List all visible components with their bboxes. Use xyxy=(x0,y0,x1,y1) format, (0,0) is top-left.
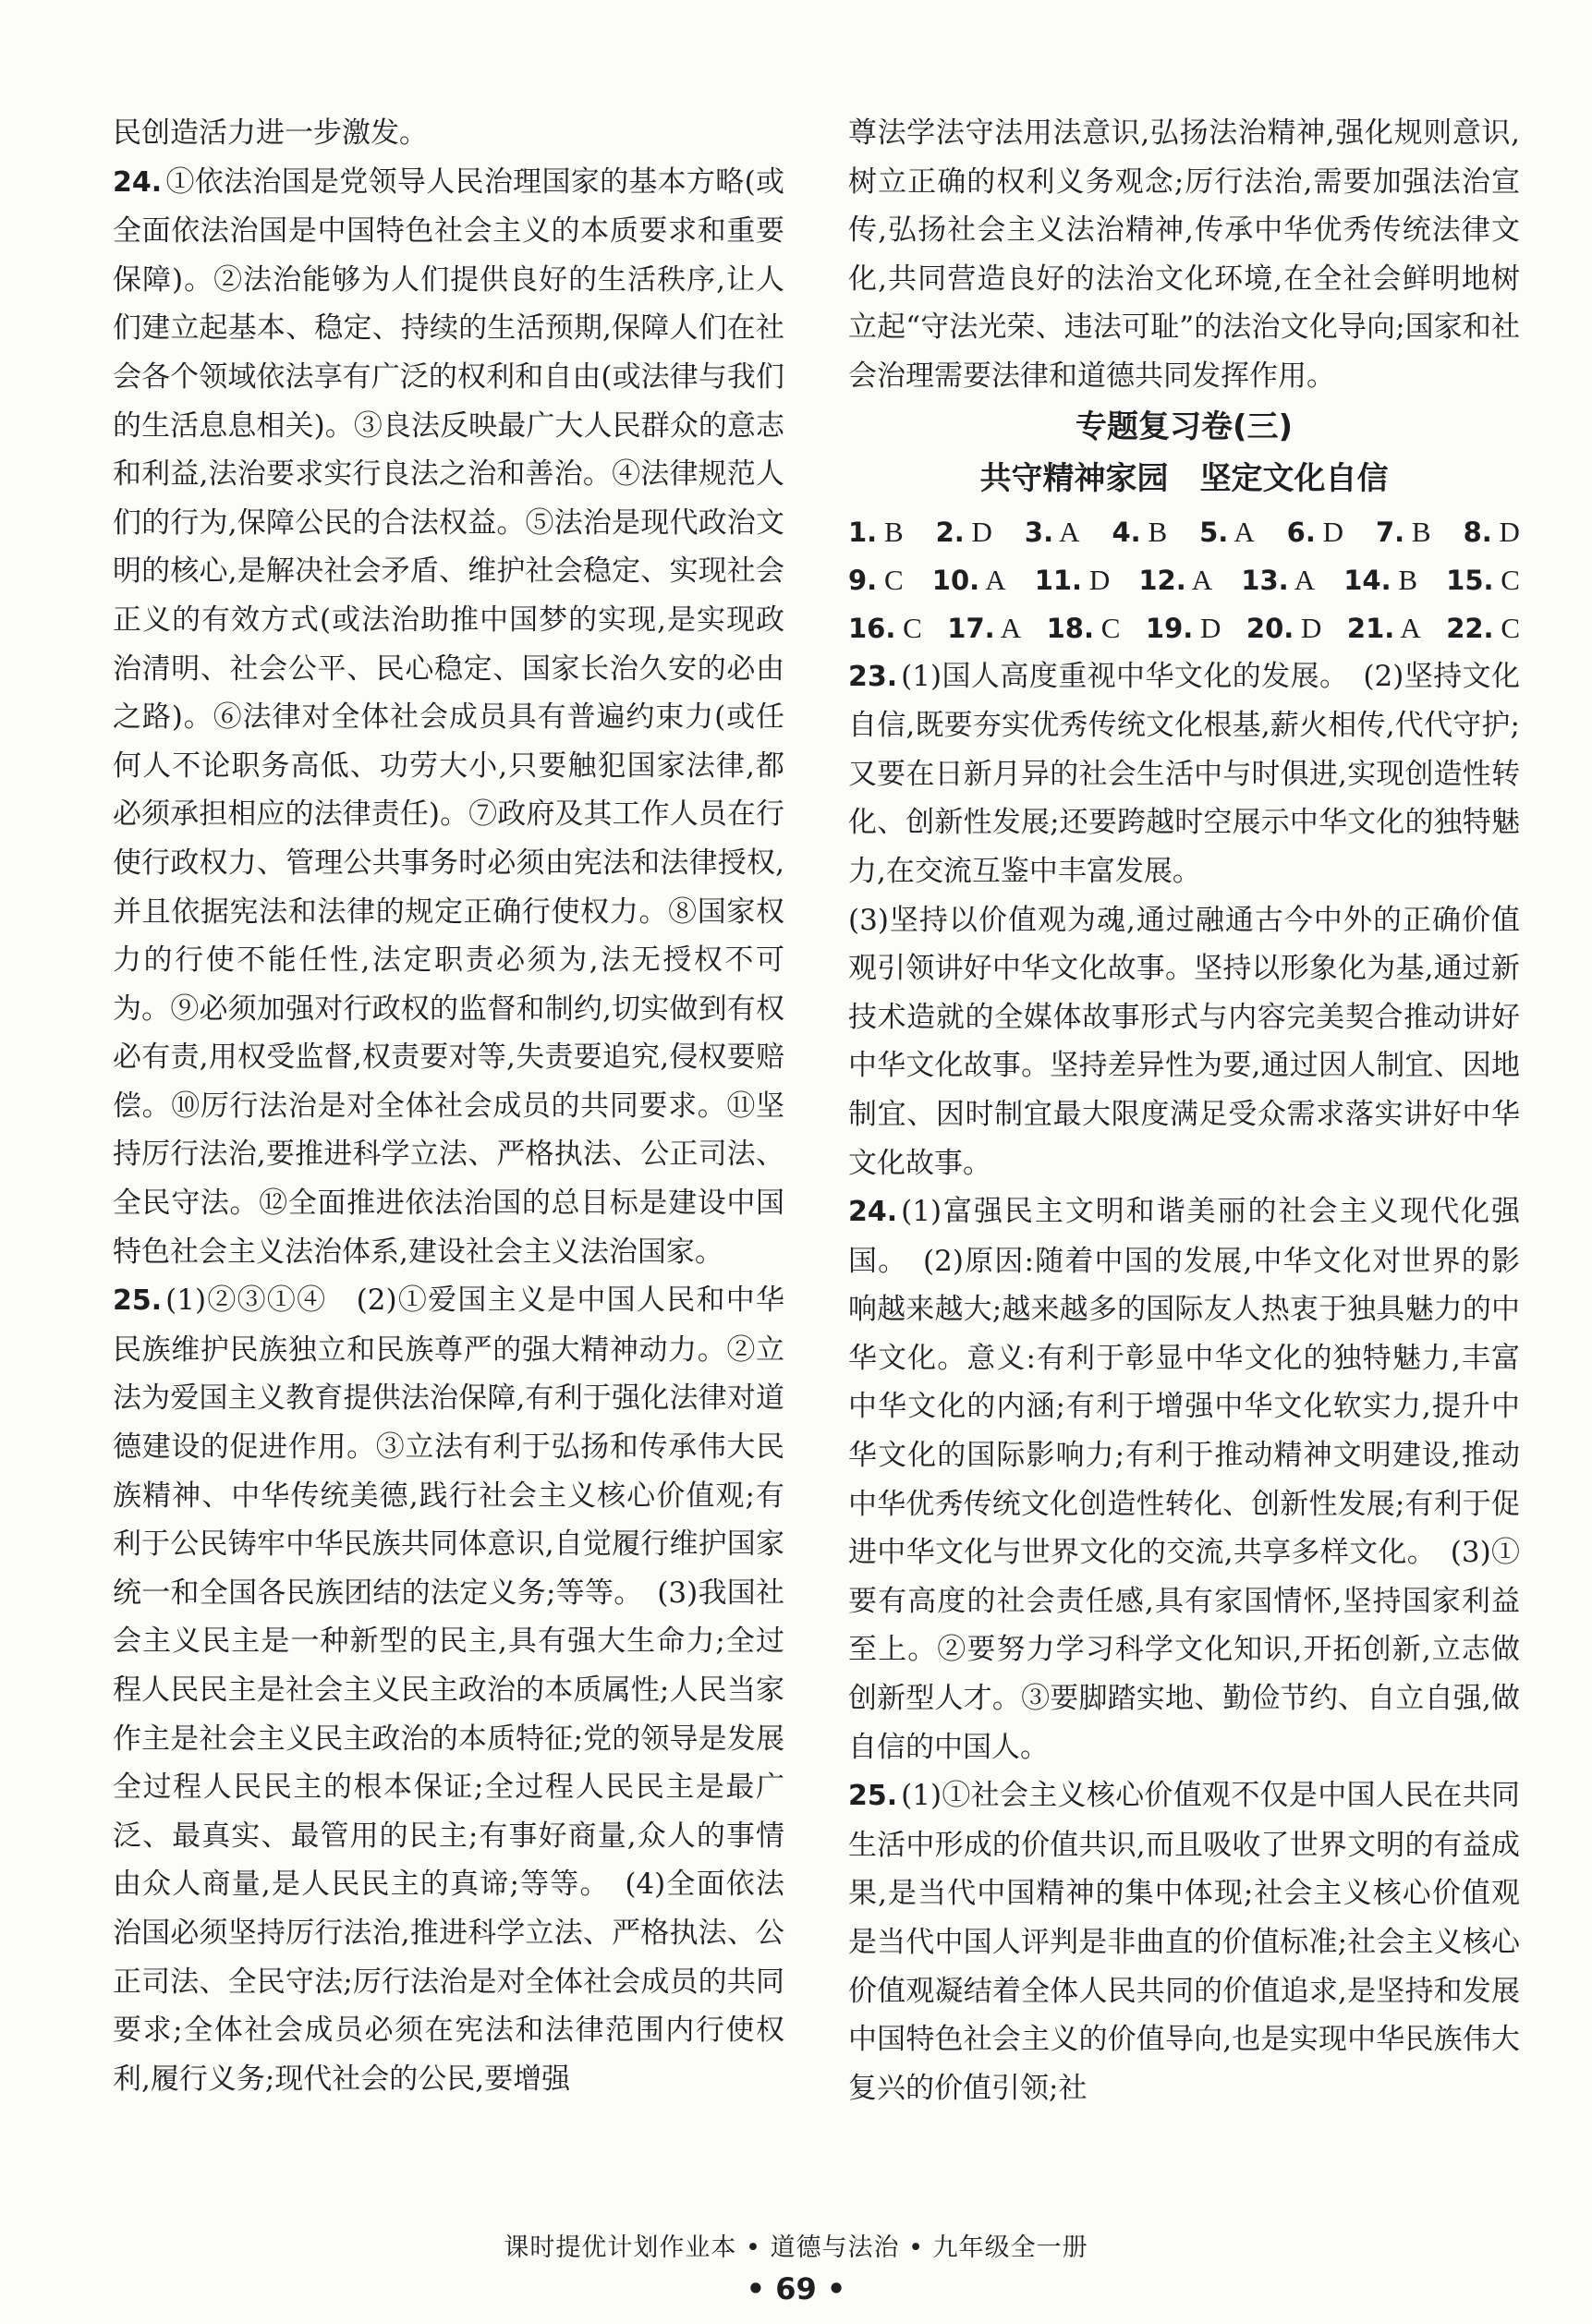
choice-answer: 7. B xyxy=(1375,515,1431,548)
choice-answer: 1. B xyxy=(848,515,904,548)
section-subtitle: 共守精神家园 坚定文化自信 xyxy=(979,459,1389,497)
multiple-choice-answers xyxy=(848,508,1520,652)
choice-answer: 20. D xyxy=(1246,611,1322,644)
choice-answer: 16. C xyxy=(848,611,922,644)
answer-23-part3: (3)坚持以价值观为魂,通过融通古今中外的正确价值观引领讲好中华文化故事。坚持以形象化为基,通过新技术造就的全媒体故事形式与内容完美契合推动讲好中华文化故事。坚持差异性为要,通过因人制宜、因地制宜、因时制宜最大限度满足受众需求落实讲好中华文化故事。 xyxy=(848,903,1520,1180)
question-number: 25. xyxy=(848,1780,898,1813)
section-title: 专题复习卷(三) xyxy=(1075,408,1294,445)
question-number: 24. xyxy=(848,1196,898,1229)
choice-answer: 5. A xyxy=(1199,515,1255,548)
left-column xyxy=(113,109,784,2103)
question-number: 24. xyxy=(113,165,163,199)
choice-answer: 6. D xyxy=(1286,515,1344,548)
paragraph-continuation: 民创造活力进一步激发。 xyxy=(113,116,428,150)
choice-answer: 15. C xyxy=(1446,563,1520,596)
choice-answer: 21. A xyxy=(1346,611,1421,644)
paragraph-continuation: 尊法学法守法用法意识,弘扬法治精神,强化规则意识,树立正确的权利义务观念;厉行法治,需要加强法治宣传,弘扬社会主义法治精神,传承中华优秀传统法律文化,共同营造良好的法治文化环境,在全社会鲜明地树立起“守法光荣、违法可耻”的法治文化导向;国家和社会治理需要法律和道德共同发挥作用。 xyxy=(848,116,1520,393)
choice-answer: 19. D xyxy=(1145,611,1221,644)
page-number: • 69 • xyxy=(746,2271,846,2306)
choice-answer: 4. B xyxy=(1112,515,1168,548)
answer-25 xyxy=(848,1771,1520,2112)
choice-answer: 3. A xyxy=(1024,515,1080,548)
answer-25 xyxy=(113,1276,784,2103)
answer-text: (1)富强民主文明和谐美丽的社会主义现代化强国。 (2)原因:随着中国的发展,中华文化对世界的影响越来越大;越来越多的国际友人热衷于独具魅力的中华文化。意义:有利于彰显中华文化的独特魅力,丰富中华文化的内涵;有利于增强中华文化软实力,提升中华文化的国际影响力;有利于推动精神文明建设,推动中华优秀传统文化创造性转化、创新性发展;有利于促进中华文化与世界文化的交流,共享多样文化。 (3)①要有高度的社会责任感,具有家国情怀,坚持国家利益至上。②要努力学习科学文化知识,开拓创新,立志做创新型人才。③要脚踏实地、勤俭节约、自立自强,做自信的中国人。 xyxy=(848,1195,1520,1764)
choice-answer: 8. D xyxy=(1463,515,1520,548)
question-number: 23. xyxy=(848,660,898,693)
choice-answer: 14. B xyxy=(1343,563,1418,596)
choice-answer: 10. A xyxy=(931,563,1006,596)
answer-24 xyxy=(848,1187,1520,1771)
choice-answer: 9. C xyxy=(848,563,904,596)
answer-text: (1)国人高度重视中华文化的发展。 (2)坚持文化自信,既要夯实优秀传统文化根基,薪火相传,代代守护;又要在日新月异的社会生活中与时俱进,实现创造性转化、创新性发展;还要跨越时空展示中华文化的独特魅力,在交流互鉴中丰富发展。 xyxy=(848,659,1520,888)
choice-answer: 18. C xyxy=(1046,611,1121,644)
choice-answer: 2. D xyxy=(935,515,992,548)
choice-answer: 17. A xyxy=(947,611,1022,644)
answer-23 xyxy=(848,652,1520,896)
answer-text: ①依法治国是党领导人民治理国家的基本方略(或全面依法治国是中国特色社会主义的本质要求和重要保障)。②法治能够为人们提供良好的生活秩序,让人们建立起基本、稳定、持续的生活预期,保障人们在社会各个领域依法享有广泛的权利和自由(或法律与我们的生活息息相关)。③良法反映最广大人民群众的意志和利益,法治要求实行良法之治和善治。④法律规范人们的行为,保障公民的合法权益。⑤法治是现代政治文明的核心,是解决社会矛盾、维护社会稳定、实现社会正义的有效方式(或法治助推中国梦的实现,是实现政治清明、社会公平、民心稳定、国家长治久安的必由之路)。⑥法律对全体社会成员具有普遍约束力(或任何人不论职务高低、功劳大小,只要触犯国家法律,都必须承担相应的法律责任)。⑦政府及其工作人员在行使行政权力、管理公共事务时必须由宪法和法律授权,并且依据宪法和法律的规定正确行使权力。⑧国家权力的行使不能任性,法定职责必须为,法无授权不可为。⑨必须加强对行政权的监督和制约,切实做到有权必有责,用权受监督,权责要对等,失责要追究,侵权要赔偿。⑩厉行法治是对全体社会成员的共同要求。⑪坚持厉行法治,要推进科学立法、严格执法、公正司法、全民守法。⑫全面推进依法治国的总目标是建设中国特色社会主义法治体系,建设社会主义法治国家。 xyxy=(113,164,784,1269)
answer-24 xyxy=(113,158,784,1277)
choice-answer: 13. A xyxy=(1241,563,1316,596)
answer-text: (1)②③①④ (2)①爱国主义是中国人民和中华民族维护民族独立和民族尊严的强大精神动力。②立法为爱国主义教育提供法治保障,有利于强化法律对道德建设的促进作用。③立法有利于弘扬和传承伟大民族精神、中华传统美德,践行社会主义核心价值观;有利于公民铸牢中华民族共同体意识,自觉履行维护国家统一和全国各民族团结的法定义务;等等。 (3)我国社会主义民主是一种新型的民主,具有强大生命力;全过程人民民主是社会主义民主政治的本质属性;人民当家作主是社会主义民主政治的本质特征;党的领导是发展全过程人民民主的根本保证;全过程人民民主是最广泛、最真实、最管用的民主;有事好商量,众人的事情由众人商量,是人民民主的真谛;等等。 (4)全面依法治国必须坚持厉行法治,推进科学立法、严格执法、公正司法、全民守法;厉行法治是对全体社会成员的共同要求;全体社会成员必须在宪法和法律范围内行使权利,履行义务;现代社会的公民,要增强 xyxy=(113,1284,784,2096)
book-title-footer: 课时提优计划作业本 • 道德与法治 • 九年级全一册 xyxy=(504,2233,1088,2262)
choice-answer: 12. A xyxy=(1138,563,1213,596)
choice-answer: 11. D xyxy=(1034,563,1111,596)
choice-answer: 22. C xyxy=(1446,611,1520,644)
right-column xyxy=(848,109,1520,2112)
answer-text: (1)①社会主义核心价值观不仅是中国人民在共同生活中形成的价值共识,而且吸收了世界文明的有益成果,是当代中国精神的集中体现;社会主义核心价值观是当代中国人评判是非曲直的价值标准;社会主义核心价值观凝结着全体人民共同的价值追求,是坚持和发展中国特色社会主义的价值导向,也是实现中华民族伟大复兴的价值引领;社 xyxy=(848,1779,1520,2105)
question-number: 25. xyxy=(113,1284,163,1318)
